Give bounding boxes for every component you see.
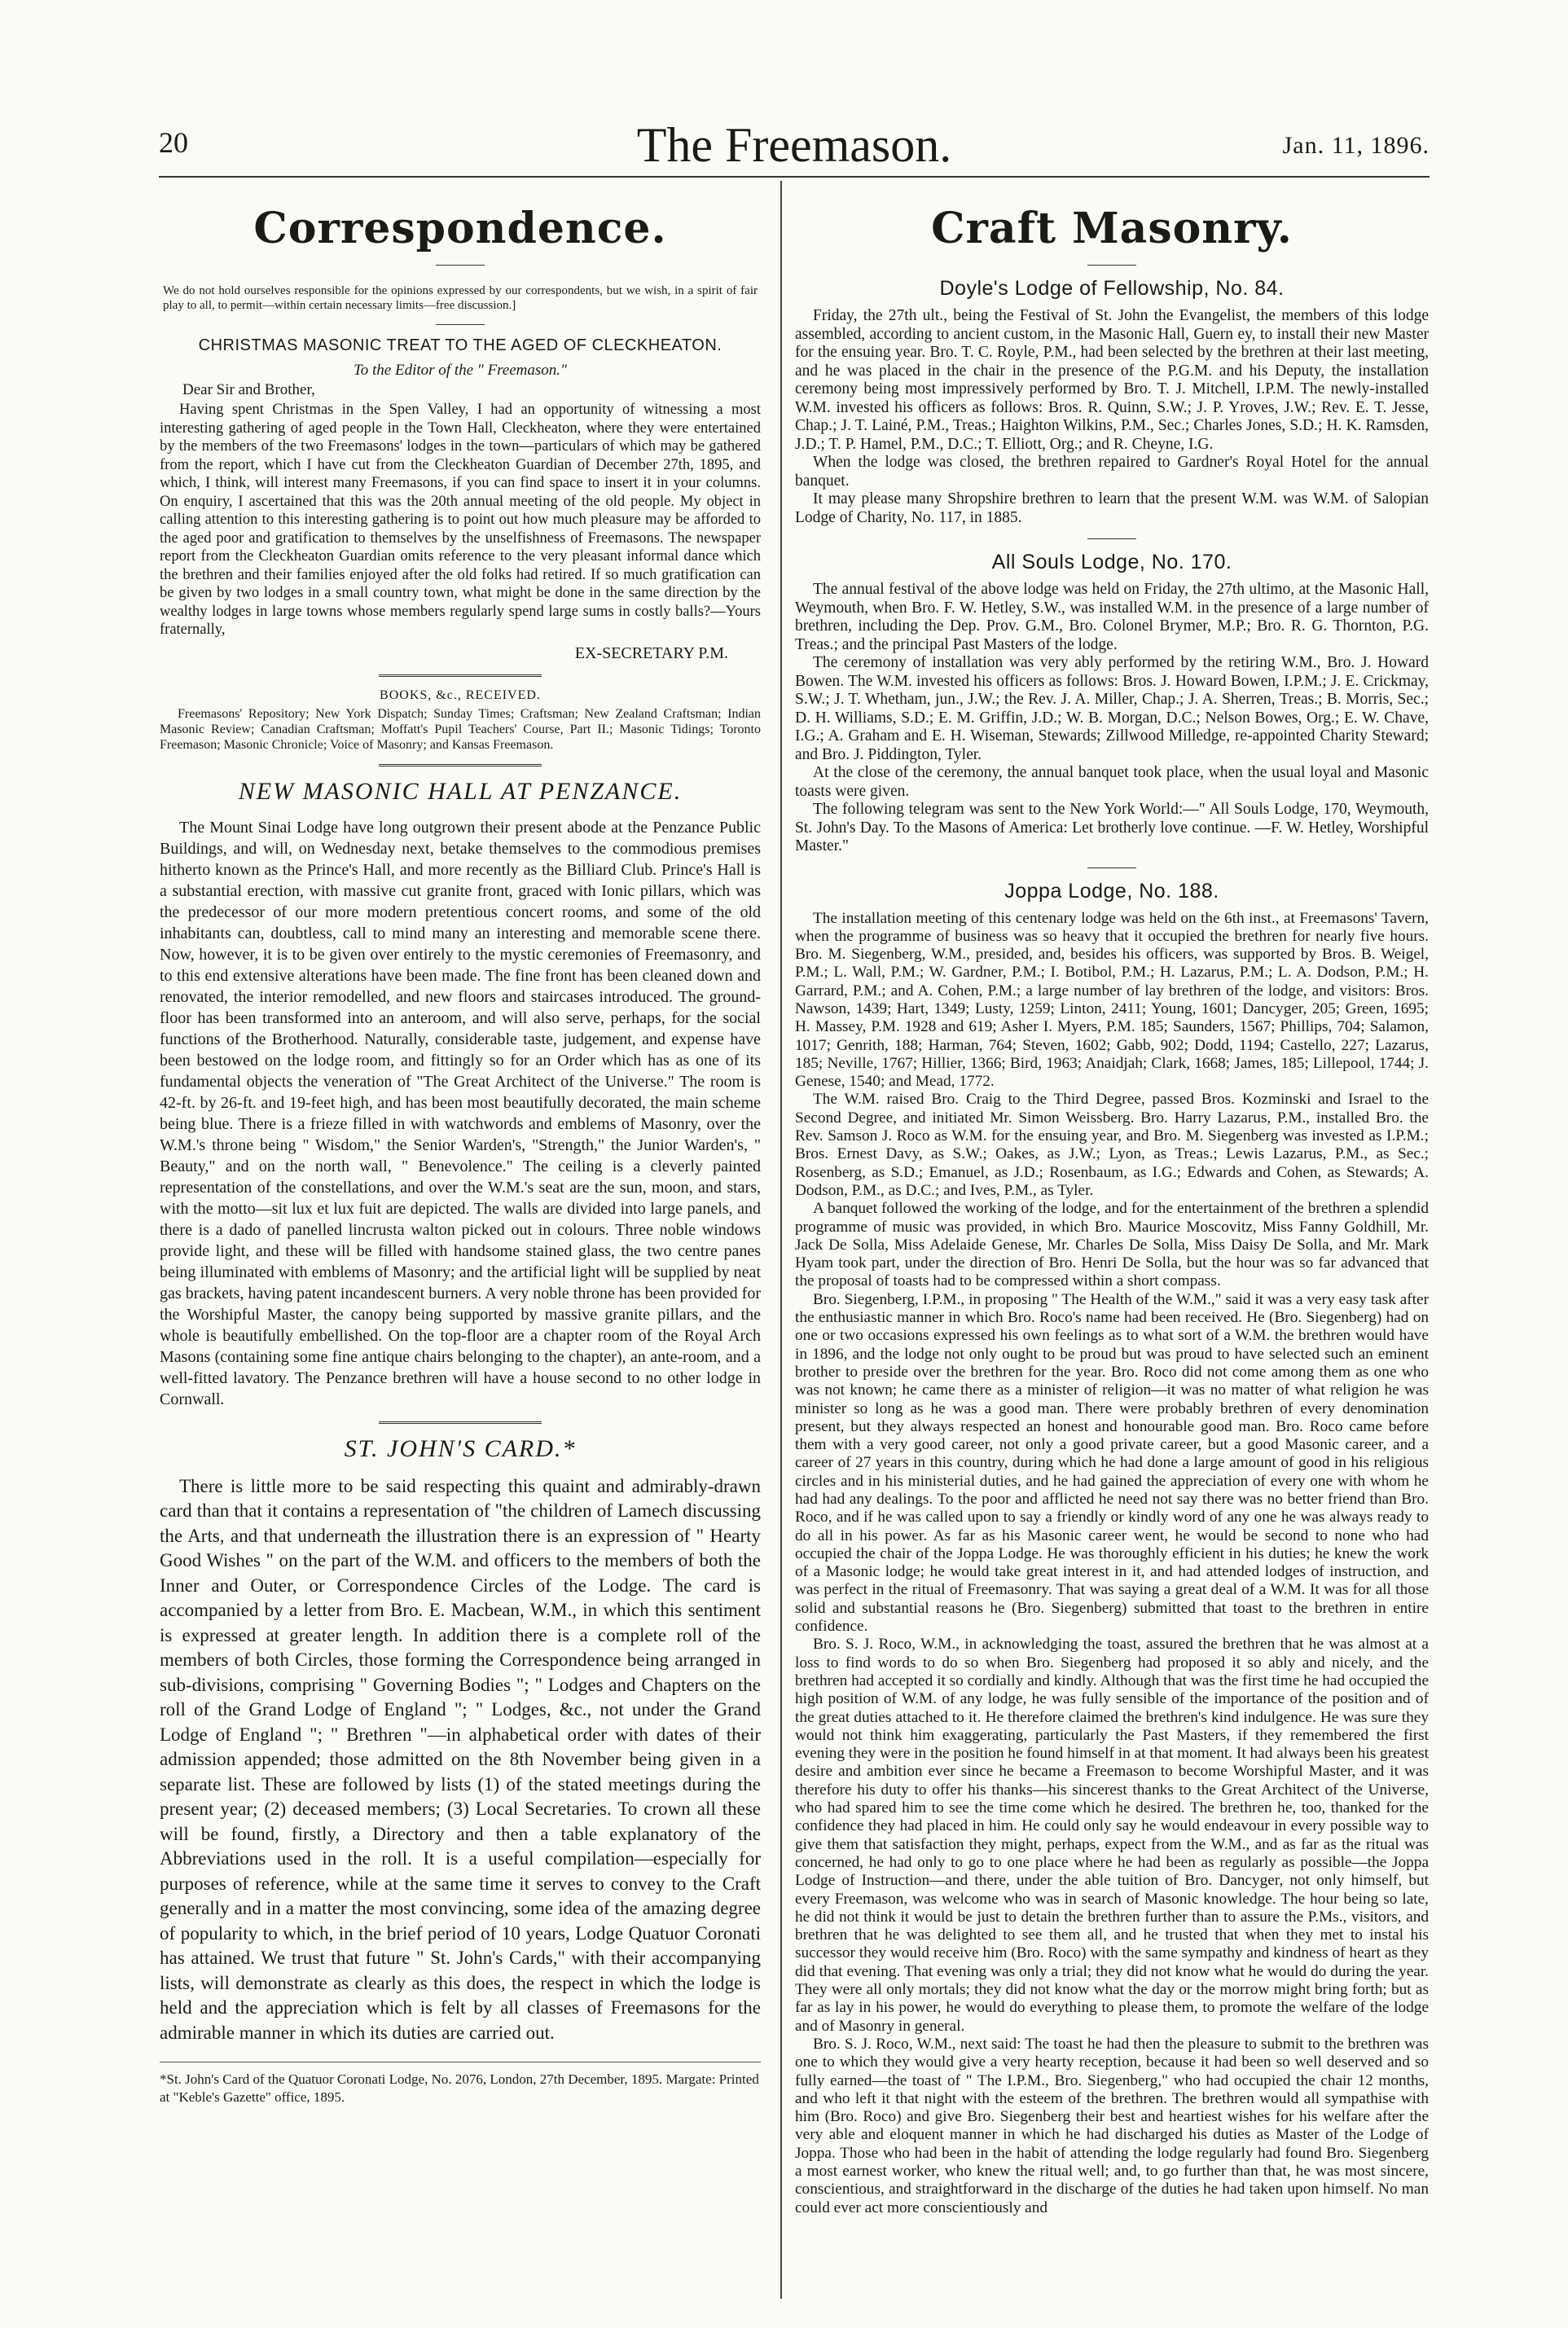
all-souls-para: At the close of the ceremony, the annual banquet took place, when the usual loyal and Masonic toasts were given. — [795, 764, 1429, 800]
joppa-para: The installation meeting of this centenary lodge was held on the 6th inst., at Freemasons' Tavern, when the programme of business was so heavy that it occupied the brethren for nearly five hours. Bro. M. Siegenberg, W.M., presided, and, besides his officers, was supported by Bros. B. Weigel, P.M.; L. Wall, P.M.; W. Gardner, P.M.; I. Botibol, P.M.; H. Lazarus, P.M.; L. A. Dodson, P.M.; H. Garrard, P.M.; and A. Cohen, P.M.; a large number of lay brethren of the lodge, and visitors: Bros. Nawson, 1439; Hart, 1349; Lusty, 1259; Linton, 2411; Young, 1601; Dancyger, 205; Green, 1695; H. Massey, P.M. 1928 and 619; Asher I. Myers, P.M. 185; Saunders, 1567; Phillips, 704; Salamon, 1017; Genrith, 188; Harman, 764; Steven, 1602; Gabb, 902; Dodd, 1194; Castello, 227; Lazarus, 185; Neville, 1767; Hillier, 1366; Bird, 1963; Anaidjah; Clark, 1668; James, 185; Lillepool, 1744; J. Genese, 1540; and Mead, 1772. — [795, 909, 1429, 1091]
penzance-title: NEW MASONIC HALL AT PENZANCE. — [238, 777, 683, 805]
joppa-para: Bro. S. J. Roco, W.M., next said: The toast he had then the pleasure to submit to the brethren was one to which they would give a very hearty reception, because it had been so well deserved and so fully earned—the toast of " The I.P.M., Bro. Siegenberg," who had occupied the chair 12 months, and who left it that night with the esteem of the brethren. The brethren would all sympathise with him (Bro. Roco) and give Bro. Siegenberg their best and heartiest wishes for his welfare after the very able and eloquent manner in which he had discharged his duties as Master of the Lodge of Joppa. Those who had been in the habit of attending the lodge regularly had found Bro. Siegenberg a most earnest worker, who knew the ritual well; and, to go further than that, he was most sincere, conscientious, and straightforward in the discharge of the duties he had taken upon himself. No man could ever act more conscientiously and — [795, 2035, 1429, 2216]
letter-addressee: To the Editor of the " Freemason." — [353, 362, 568, 379]
header-rule — [159, 176, 1430, 178]
divider — [436, 265, 485, 266]
joppa-para: The W.M. raised Bro. Craig to the Third Degree, passed Bros. Kozminski and Israel to the Second Degree, and initiated Mr. Simon Weissberg. Bro. Harry Lazarus, P.M., installed Bro. the Rev. Samson J. Roco as W.M. for the ensuing year, and Bro. M. Siegenberg was invested as I.P.M.; Bros. Ernest Davy, as S.W.; Oakes, as J.W.; Lyon, as Treas.; Lewis Lazarus, P.M., as Sec.; Rosenberg, as S.D.; Emanuel, as J.D.; Rosenbaum, as I.G.; Edwards and Cohen, as Stewards; A. Dodson, P.M., as D.C.; and Ives, P.M., as Tyler. — [795, 1091, 1429, 1199]
divider — [1087, 265, 1136, 266]
right-column — [795, 186, 1429, 2299]
doyle-lodge-para: Friday, the 27th ult., being the Festival of St. John the Evangelist, the members of this lodge assembled, according to ancient custom, in the Masonic Hall, Guern ey, to install their new Master for the ensuing year. Bro. T. C. Royle, P.M., had been selected by the brethren at their last meeting, and he was placed in the chair in the presence of the P.G.M. and his Deputy, the installation ceremony being most impressively performed by Bro. T. J. Mitchell, I.P.M. The newly-installed W.M. invested his officers as follows: Bros. R. Quinn, S.W.; J. P. Yroves, J.W.; Rev. E. T. Jesse, Chap.; J. T. Lainé, P.M., Treas.; Haighton Wilkins, P.M., Sec.; Charles Jones, S.D.; H. K. Ramsden, J.D.; T. P. Hamel, P.M., D.C.; T. Elliott, Org.; and R. Cheyne, I.G. — [795, 307, 1429, 453]
all-souls-para: The following telegram was sent to the New York World:—" All Souls Lodge, 170, Weymouth, St. John's Day. To the Masons of America: Let brotherly love continue. —F. W. Hetley, Worshipful Master." — [795, 801, 1429, 854]
doyle-lodge-para: When the lodge was closed, the brethren repaired to Gardner's Royal Hotel for the annual banquet. — [795, 454, 1429, 490]
masthead-title: The Freemason. — [636, 118, 952, 172]
column-divider — [780, 181, 782, 2299]
double-divider — [379, 1421, 542, 1424]
doyle-lodge-para: It may please many Shropshire brethren to learn that the present W.M. was W.M. of Salopian Lodge of Charity, No. 117, in 1885. — [795, 490, 1429, 526]
penzance-body: The Mount Sinai Lodge have long outgrown their present abode at the Penzance Public Buildings, and will, on Wednesday next, betake themselves to the commodious premises hitherto known as the Prince's Hall, and more recently as the Billiard Club. Prince's Hall is a substantial erection, with massive cut granite front, graced with Ionic pillars, which was the predecessor of our more modern pretentious concert rooms, and some of the old inhabitants can, doubtless, call to mind many an interesting and memorable scene there. Now, however, it is to be given over entirely to the mystic ceremonies of Freemasonry, and to this end extensive alterations have been made. The fine front has been cleaned down and renovated, the interior remodelled, and new floors and staircases introduced. The ground-floor has been transformed into an anteroom, and will also serve, perhaps, for the social functions of the Brotherhood. Naturally, considerable taste, judgement, and expense have been bestowed on the lodge room, and fittingly so for an Order which has as one of its fundamental objects the veneration of "The Great Architect of the Universe." The room is 42-ft. by 26-ft. and 19-feet high, and has been most beautifully decorated, the main scheme being blue. There is a frieze filled in with watchwords and emblems of Masonry, over the W.M.'s throne being " Wisdom," the Senior Warden's, "Strength," the Junior Warden's, " Beauty," and on the north wall, " Benevolence." The ceiling is a cleverly painted representation of the constellations, and over the W.M.'s seat are the sun, moon, and stars, with the motto—sit lux et lux fuit are depicted. The walls are divided into large panels, and there is a dado of panelled lincrusta walton picked out in colours. Three noble windows provide light, and these will be filled with handsome stained glass, the two centre panes being illuminated with emblems of Masonry; and the artificial light will be supplied by neat gas brackets, having patent incandescent burners. A very noble throne has been provided for the Worshipful Master, the canopy being supported by massive granite pillars, and the whole is beautifully embellished. On the top-floor are a chapter room of the Royal Arch Masons (containing some fine antique chairs belonging to the chapter), an ante-room, and a well-fitted lavatory. The Penzance brethren will have a house second to no other lodge in Cornwall. — [160, 818, 761, 1408]
left-column — [160, 186, 761, 2299]
issue-date: Jan. 11, 1896. — [1282, 132, 1430, 159]
st-johns-card-body: There is little more to be said respecting this quaint and admirably-drawn card than that it contains a representation of "the children of Lamech discussing the Arts, and that underneath the illustration there is an expression of " Hearty Good Wishes " on the part of the W.M. and officers to the members of both the Inner and Outer, or Correspondence Circles of the Lodge. The card is accompanied by a letter from Bro. E. Macbean, W.M., in which this sentiment is expressed at greater length. In addition there is a complete roll of the members of both Circles, those forming the Correspondence being arranged in sub-divisions, comprising " Governing Bodies "; " Lodges and Chapters on the roll of the Grand Lodge of England "; " Lodges, &c., not under the Grand Lodge of England "; " Brethren "—in alphabetical order with dates of their admission appended; those admitted on the 8th November being given in a separate list. These are followed by lists (1) of the stated meetings during the present year; (2) deceased members; (3) Local Secretaries. To crown all these will be found, firstly, a Directory and then a table explanatory of the Abbreviations used in the roll. It is a useful compilation—especially for purposes of reference, while at the same time it serves to convey to the Craft generally and in a matter the most convincing, some idea of the amazing degree of popularity to which, in the brief period of 10 years, Lodge Quatuor Coronati has attained. We trust that future " St. John's Cards," with their accompanying lists, will demonstrate as clearly as this does, the respect in which the lodge is held and the appreciation which is felt by all classes of Freemasons for the admirable manner in which its duties are carried out. — [160, 1475, 761, 2043]
letter-body: Having spent Christmas in the Spen Valley, I had an opportunity of witnessing a most interesting gathering of aged people in the Town Hall, Cleckheaton, where they were entertained by the members of the two Freemasons' lodges in the town—particulars of which may be gathered from the report, which I have cut from the Cleckheaton Guardian of December 27th, 1895, and which, I think, will interest many Freemasons, if you can find space to insert it in your columns. On enquiry, I ascertained that this was the 20th annual meeting of the old people. My object in calling attention to this interesting gathering is to point out how much pleasure may be afforded to the aged poor and gratification to themselves by the unselfishness of Freemasons. The newspaper report from the Cleckheaton Guardian omits reference to the very pleasant informal dance which the brethren and their families enjoyed after the old folks had retired. If so much gratification can be given by two lodges in a small country town, what might be done in the same direction by the wealthy lodges in large towns whose members regularly spend large sums in costly balls?—Yours fraternally, — [160, 402, 761, 638]
page-header — [159, 118, 1430, 178]
st-johns-card-title: ST. JOHN'S CARD.* — [344, 1434, 577, 1462]
books-received-title: BOOKS, &c., RECEIVED. — [380, 687, 541, 702]
divider — [436, 324, 485, 325]
letter-signature: EX-SECRETARY P.M. — [574, 643, 728, 662]
books-received-list: Freemasons' Repository; New York Dispatch; Sunday Times; Craftsman; New Zealand Craftsman; Indian Masonic Review; Canadian Craftsman; Moffatt's Pupil Teachers' Course, Part II.; Masonic Tidings; Toronto Freemason; Masonic Chronicle; Voice of Masonry; and Kansas Freemason. — [160, 706, 761, 752]
page-number: 20 — [159, 126, 188, 159]
craft-masonry-heading: Craft Masonry. — [931, 204, 1293, 253]
footnote: *St. John's Card of the Quatuor Coronati Lodge, No. 2076, London, 27th December, 1895. Margate: Printed at "Keble's Gazette" office, 1895. — [160, 2062, 761, 2106]
all-souls-para: The annual festival of the above lodge was held on Friday, the 27th ultimo, at the Masonic Hall, Weymouth, when Bro. F. W. Hetley, S.W., was installed W.M. in the presence of a large number of brethren, including the Dep. Prov. G.M., Bro. Colonel Brymer, M.P.; Bro. R. G. Thornton, P.G. Treas.; and the principal Past Masters of the lodge. — [795, 581, 1429, 653]
editorial-disclaimer: We do not hold ourselves responsible for the opinions expressed by our correspondents, but we wish, in a spirit of fair play to all, to permit—within certain necessary limits—free discussion.] — [163, 284, 758, 312]
joppa-para: Bro. S. J. Roco, W.M., in acknowledging the toast, assured the brethren that he was almost at a loss to find words to do so when Bro. Siegenberg had proposed it so ably and nicely, and the brethren had accepted it so cordially and kindly. Although that was the first time he had occupied the high position of W.M. of any lodge, he was fully sensible of the importance of the position and of the great duties attached to it. He therefore claimed the brethren's kind indulgence. He was sure they would not think him exaggerating, particularly the Past Masters, if they remembered the first evening they were in the position he found himself in at that moment. It had always been his greatest desire and ambition ever since he became a Freemason to become Worshipful Master, and it was therefore his duty to offer his thanks—his sincerest thanks to the Great Architect of the Universe, who had spared him to see the time come which he desired. The brethren he, too, thanked for the confidence they had placed in him. He could only say he would endeavour in every possible way to give them that satisfaction they might, perhaps, expect from the W.M., and as far as the ritual was concerned, he had only to go to one place where he had been as regularly as possible—the Joppa Lodge of Instruction—and there, under the able tuition of Bro. Dancyger, not only himself, but every Freemason, was welcome who was in search of Masonic knowledge. The hour being so late, he did not think it would be just to detain the brethren further than to assure the P.Ms., visitors, and brethren that he was delighted to see them all, and he trusted that when they met to instal his successor they would receive him (Bro. Roco) with the same sympathy and kindness of heart as they did that evening. That evening was only a trial; they did not know what he would do during the year. They were all only mortals; they did not know what the day or the morrow might bring forth; but as far as lay in his power, he would do everything to please them, to promote the welfare of the lodge and of Masonry in general. — [795, 1636, 1429, 2035]
all-souls-title: All Souls Lodge, No. 170. — [991, 551, 1232, 573]
joppa-para: Bro. Siegenberg, I.P.M., in proposing " The Health of the W.M.," said it was a very easy task after the enthusiastic manner in which Bro. Roco's name had been received. He (Bro. Siegenberg) had on one or two occasions expressed his own feelings as to what sort of a W.M. the brethren would have in 1896, and the lodge not only ought to be proud but was proud to have selected such an eminent brother to preside over the brethren for the year. Bro. Roco did not come among them as one who was not known; he came there as a minister of religion—it was no matter of what religion he was minister so long as he was a good man. There were probably brethren of every denomination present, but they always respected an honest and honourable good man. Bro. Roco came before them with a very good career, not only a good private career, but a good Masonic career, and a career of 27 years in this country, during which he had done a large amount of good in his religious circles and in his ministerial duties, and he had gained the appreciation of every one with whom he had had any dealings. To the poor and afflicted he need not say there was no better friend than Bro. Roco, and if he was called upon to say a friendly or kindly word of any one he was always ready to do all in his power. As far as his Masonic career went, he would be second to none who had occupied the chair of the Joppa Lodge. He was thoroughly efficient in his duties; he knew the work of a Masonic lodge; he would take great interest in it, and had attended lodges of instruction, and was perfect in the ritual of Freemasonry. That was saying a great deal of a W.M. It was for all those solid and substantial reasons he (Bro. Siegenberg) submitted that toast to the brethren in entire confidence. — [795, 1290, 1429, 1636]
divider — [1087, 538, 1136, 539]
all-souls-para: The ceremony of installation was very ably performed by the retiring W.M., Bro. J. Howard Bowen. The W.M. invested his officers as follows: Bros. J. Howard Bowen, I.P.M.; J. E. Crickmay, S.W.; J. T. Whetham, jun., J.W.; the Rev. J. A. Miller, Chap.; J. A. Sherren, Treas.; B. Morris, Sec.; D. H. Williams, S.D.; E. M. Griffin, J.D.; W. B. Morgan, D.C.; Nelson Bowes, Org.; E. W. Chave, I.G.; A. Graham and E. H. Wiseman, Stewards; Zillwood Milledge, re-appointed Charity Steward; and Bro. J. Piddington, Tyler. — [795, 654, 1429, 763]
letter-title: CHRISTMAS MASONIC TREAT TO THE AGED OF CLECKHEATON. — [198, 336, 723, 354]
letter-salutation: Dear Sir and Brother, — [182, 381, 315, 398]
joppa-lodge-title: Joppa Lodge, No. 188. — [1004, 879, 1219, 903]
correspondence-heading: Correspondence. — [253, 204, 667, 253]
joppa-para: A banquet followed the working of the lodge, and for the entertainment of the brethren a splendid programme of music was provided, in which Bro. Maurice Moscovitz, Miss Fanny Goldhill, Mr. Jack De Solla, Miss Adelaide Genese, Mr. Charles De Solla, Miss Daisy De Solla, and Mr. Mark Hyam took part, under the direction of Bro. Henri De Solla, but the hour was so far advanced that the proposal of toasts had to be compressed within a short compass. — [795, 1200, 1429, 1290]
doyle-lodge-title: Doyle's Lodge of Fellowship, No. 84. — [939, 277, 1285, 300]
double-divider — [379, 674, 542, 677]
double-divider — [379, 764, 542, 766]
